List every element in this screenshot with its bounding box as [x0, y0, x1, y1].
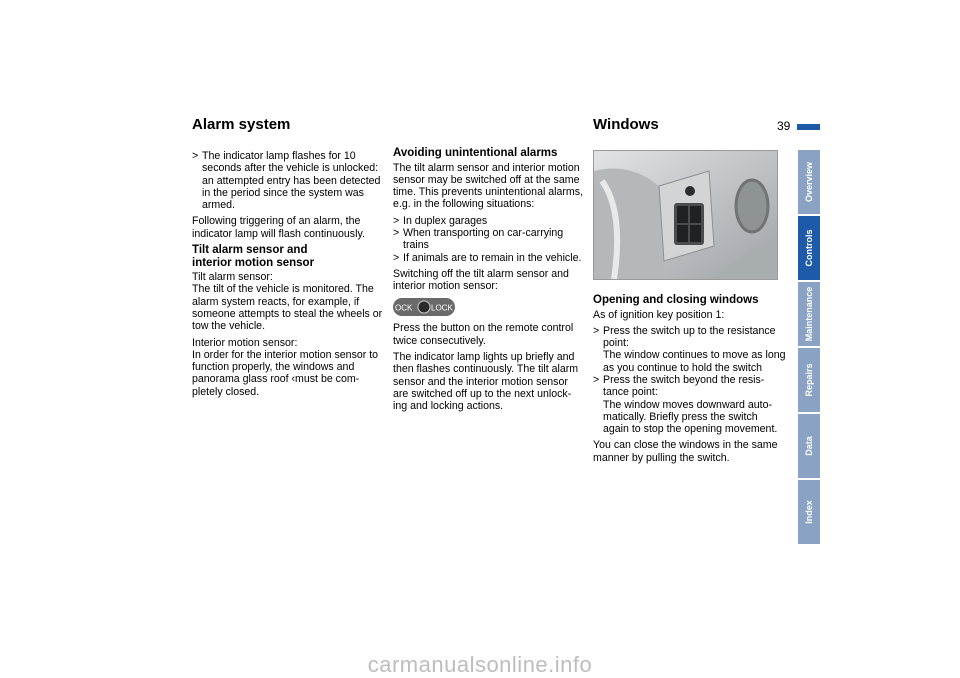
- remote-right-label: LOCK: [431, 303, 453, 313]
- ignition-text: As of ignition key position 1:: [593, 308, 725, 321]
- tab-repairs[interactable]: Repairs: [798, 348, 820, 412]
- section-tabs: [798, 150, 820, 546]
- switching-off-text: Switching off the tilt alarm sensor and interior motion sensor:: [393, 267, 569, 293]
- opening-closing-subheading: Opening and closing windows: [593, 294, 759, 306]
- press-button-text: Press the button on the remote control twice consecutively.: [393, 322, 574, 347]
- remote-lock-button-icon: [393, 298, 455, 316]
- windows-title: Windows: [593, 116, 659, 133]
- left-column: [192, 150, 384, 402]
- right-column: [593, 294, 786, 468]
- bullet-marker: >: [192, 150, 199, 162]
- list-item: > When transporting on car-carrying trains: [393, 226, 564, 252]
- tilt-label: Tilt alarm sensor:: [192, 271, 273, 284]
- alarm-system-title: Alarm system: [192, 116, 291, 133]
- tab-maintenance[interactable]: Maintenance: [798, 282, 820, 346]
- bullet-marker: >: [393, 251, 400, 264]
- remote-left-label: OCK: [395, 303, 413, 313]
- list-item: > The indicator lamp flashes for 10 seconds after the vehicle is unlocked: an attempted entry has been detected in the period since the system was armed.: [192, 150, 381, 212]
- list-item: > Press the switch up to the resistance point: The window continues to move as long as you continue to hold the switch: [593, 324, 786, 374]
- middle-column: [393, 147, 585, 417]
- tilt-text: The tilt of the vehicle is monitored. The alarm system reacts, for example, if someone attempts to steal the wheels or tow the vehicle.: [192, 283, 383, 333]
- tilt-sensor-subheading: Tilt alarm sensor and interior motion sensor: [192, 244, 315, 269]
- bullet-marker: >: [593, 324, 600, 337]
- tab-overview[interactable]: Overview: [798, 150, 820, 214]
- list-item: > Press the switch beyond the resis-tance point: The window moves downward auto-matically. Briefly press the switch again to stop the opening movement.: [593, 373, 778, 436]
- interior-label: Interior motion sensor:: [192, 336, 298, 349]
- door-panel-illustration: [594, 151, 777, 279]
- interior-text: In order for the interior motion sensor to function properly, the windows and panorama glass roof ‹must be com-pletely closed.: [192, 348, 379, 398]
- window-switch-photo: [593, 150, 778, 280]
- bullet-marker: >: [393, 226, 400, 239]
- closing-text: You can close the windows in the same manner by pulling the switch.: [593, 439, 778, 464]
- watermark: carmanualsonline.info: [367, 652, 593, 677]
- avoiding-intro: The tilt alarm sensor and interior motion sensor may be switched off at the same time. This prevents unintentional alarms, e.g. in the following situations:: [393, 161, 583, 211]
- list-item: > In duplex garages: [393, 214, 488, 227]
- indicator-text: The indicator lamp lights up briefly and then flashes continuously. The tilt alarm sensor and the interior motion sensor are switched off up to the next unlock-ing and locking actions.: [393, 351, 579, 413]
- avoiding-alarms-subheading: Avoiding unintentional alarms: [393, 147, 558, 159]
- bullet-marker: >: [393, 214, 400, 227]
- page-marker-bar: [797, 124, 820, 130]
- trigger-paragraph: Following triggering of an alarm, the indicator lamp will flash continuously.: [192, 215, 365, 240]
- tab-index[interactable]: Index: [798, 480, 820, 544]
- bullet-marker: >: [593, 373, 600, 386]
- list-item: > If animals are to remain in the vehicle.: [393, 251, 582, 264]
- tab-controls[interactable]: Controls: [798, 216, 820, 280]
- tab-data[interactable]: Data: [798, 414, 820, 478]
- page-number: 39: [777, 119, 791, 133]
